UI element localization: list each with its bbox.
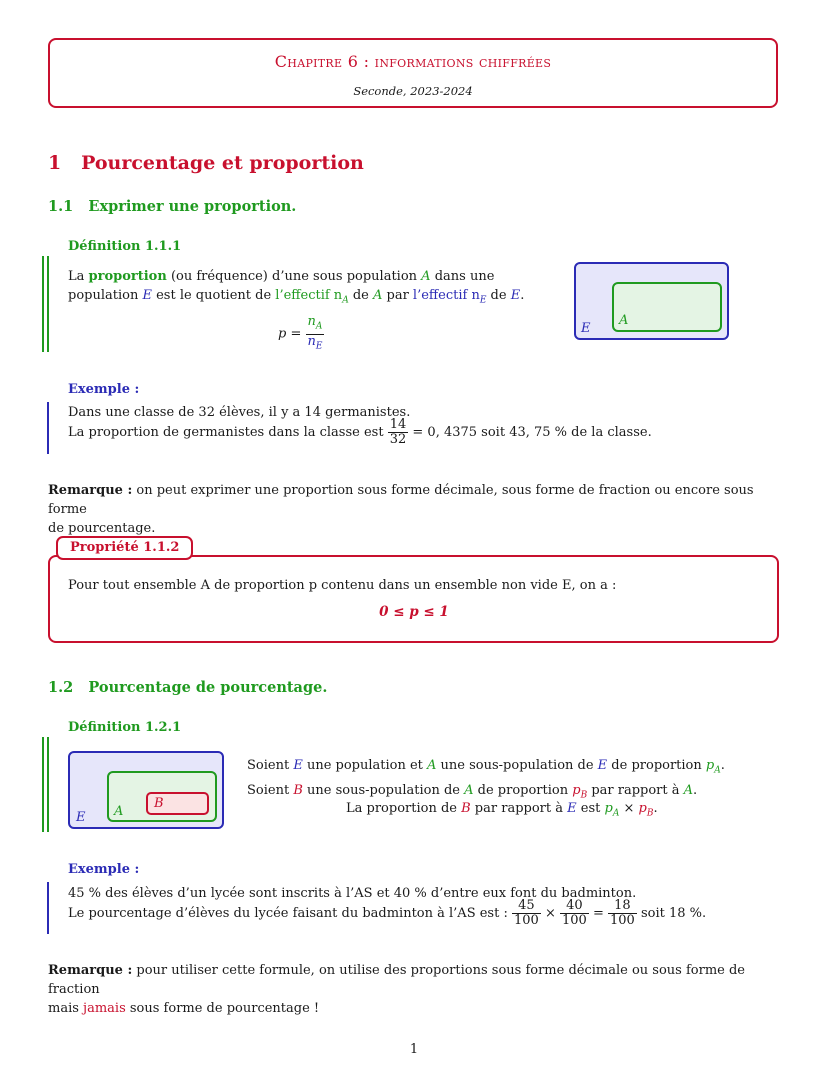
example-label: Exemple : (68, 862, 140, 877)
subpopulation-region (107, 771, 217, 822)
subsection-title: Pourcentage de pourcentage. (88, 679, 328, 696)
definition-label: Définition 1.1.1 (68, 239, 182, 254)
subsection-heading (48, 198, 296, 215)
property-box (48, 555, 779, 643)
example-bar (47, 402, 49, 454)
section-heading (48, 152, 364, 174)
section-number: 1 (48, 152, 62, 174)
property-label: Propriété 1.1.2 (56, 536, 193, 560)
page-number: 1 (409, 1042, 419, 1057)
population-label: E (581, 321, 591, 336)
chapter-subtitle: Seconde, 2023-2024 (353, 84, 473, 98)
example-bar (47, 882, 49, 934)
sub-subpopulation-region (146, 792, 209, 815)
example-line-2: Le pourcentage d’élèves du lycée faisant du badminton à l’AS est : $\frac{45}{100}$ × $\frac{40}{100}$ = $\frac{18}{100}$ soit 18 %. (68, 898, 707, 928)
definition-bar (42, 256, 49, 352)
section-title: Pourcentage et proportion (81, 152, 364, 174)
nested-population-diagram (68, 751, 224, 829)
chapter-title: Chapitre 6 : informations chiffrées (274, 52, 552, 71)
example-line-2: La proportion de germanistes dans la classe est $\frac{14}{32}$ = 0, 4375 soit 43, 75 % de la classe. (68, 417, 652, 447)
population-label: E (76, 810, 86, 825)
subpopulation-region (612, 282, 722, 332)
subpopulation-label: A (619, 313, 629, 328)
remark: Remarque : on peut exprimer une proportion sous forme décimale, sous forme de fraction ou encore sous forme de pourcentage. (48, 483, 754, 536)
subpopulation-label: A (114, 804, 124, 819)
subsection-heading (48, 679, 327, 696)
chapter-header (48, 38, 778, 108)
population-diagram (574, 262, 729, 340)
definition-label: Définition 1.2.1 (68, 720, 182, 735)
property-formula: 0 ≤ p ≤ 1 (379, 604, 449, 620)
proportion-formula: p = $\frac{n_A}{n_E}$ (278, 314, 323, 352)
sub-subpopulation-label: B (154, 796, 164, 811)
definition-bar (42, 737, 49, 832)
subsection-title: Exprimer une proportion. (88, 198, 297, 215)
product-rule: La proportion de B par rapport à E est $p_A \times p_B$. (346, 801, 658, 819)
example-line-1: 45 % des élèves d’un lycée sont inscrits à l’AS et 40 % d’entre eux font du badminton. (68, 886, 637, 901)
subsection-number: 1.1 (48, 198, 74, 215)
example-line-1: Dans une classe de 32 élèves, il y a 14 germanistes. (68, 405, 411, 420)
subsection-number: 1.2 (48, 679, 74, 696)
definition-text: Soient E une population et A une sous-population de E de proportion $p_A$. Soient B une sous-population de A de proportion $p_B$ par rapport à A. (247, 758, 725, 801)
definition-text: La proportion (ou fréquence) d’une sous population A dans une population E est le quotient de l’effectif $n_A$ de A par l’effectif $n_E$ de E. (68, 269, 525, 306)
remark: Remarque : pour utiliser cette formule, on utilise des proportions sous forme décimale ou sous forme de fraction mais jamais sous forme de pourcentage ! (48, 963, 745, 1016)
property-text: Pour tout ensemble A de proportion p contenu dans un ensemble non vide E, on a : (68, 578, 617, 593)
example-label: Exemple : (68, 382, 140, 397)
